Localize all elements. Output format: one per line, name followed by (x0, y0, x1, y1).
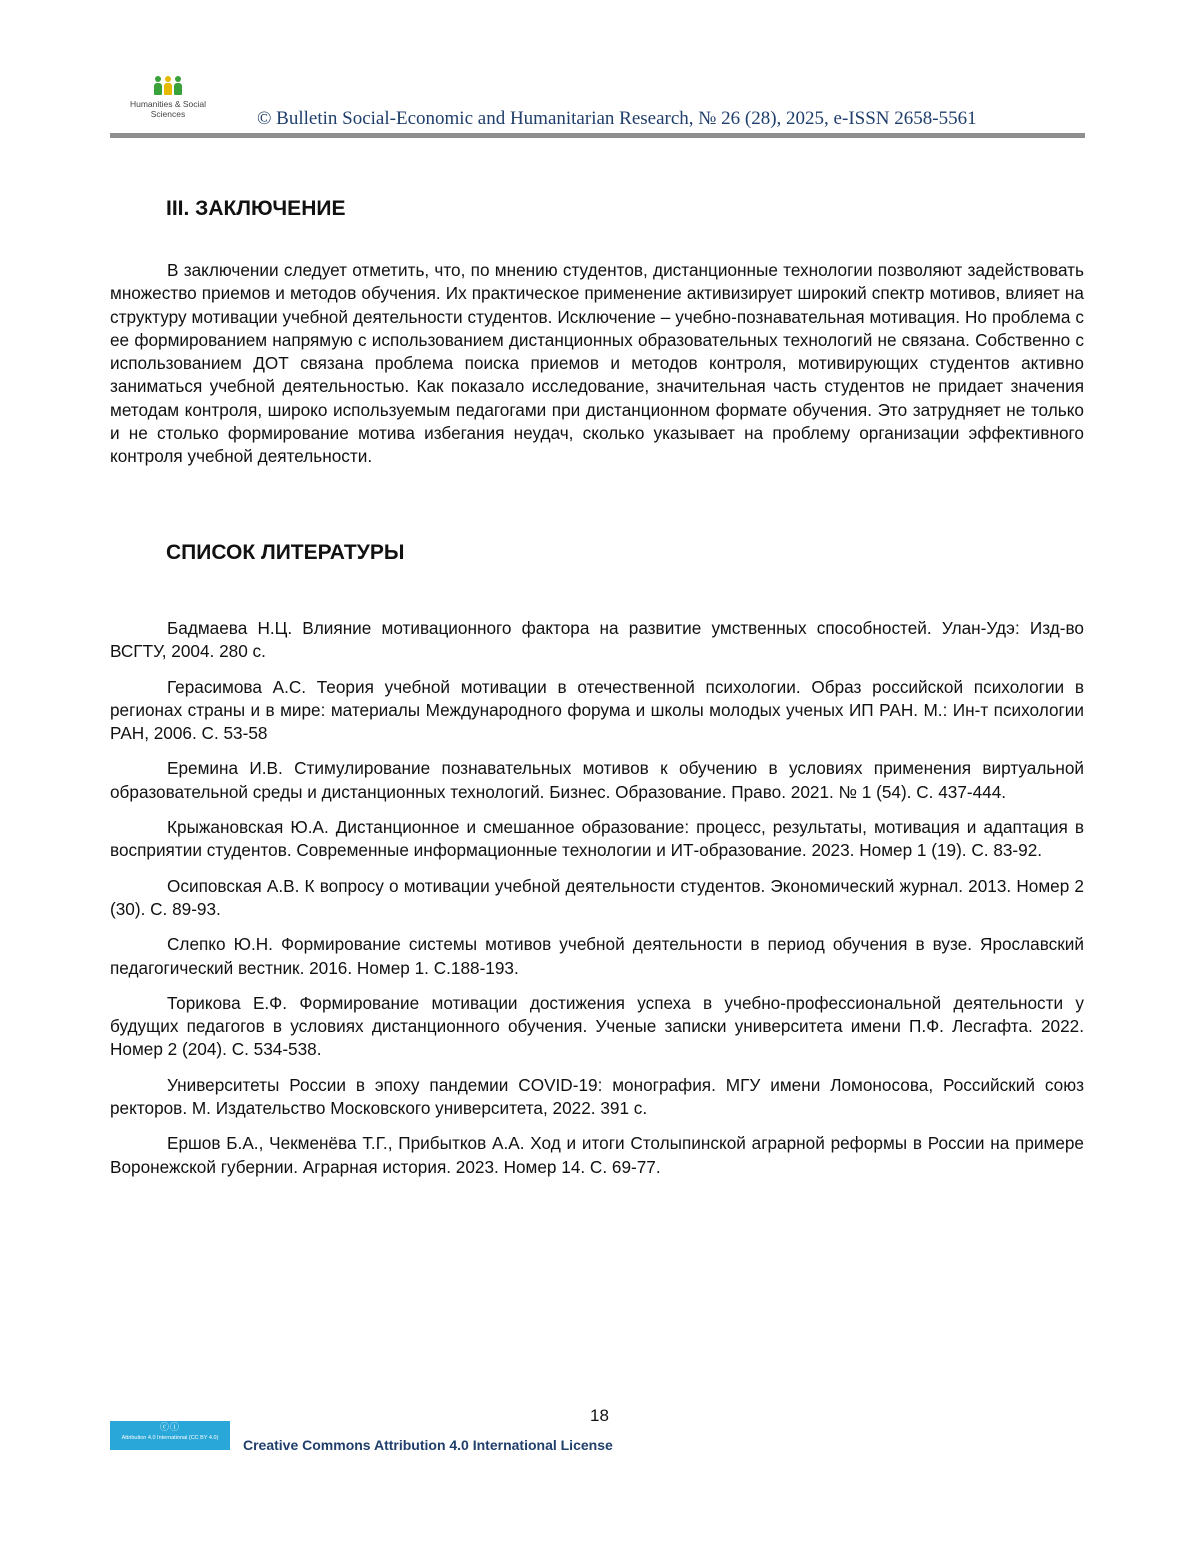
license-text: Creative Commons Attribution 4.0 International License (243, 1437, 613, 1453)
logo-text: Humanities & Social Sciences (129, 99, 207, 119)
reference-item: Слепко Ю.Н. Формирование системы мотивов учебной деятельности в период обучения в вузе. Ярославский педагогический вестник. 2016. Номер 1. С.188-193. (110, 934, 1084, 978)
reference-item: Университеты России в эпоху пандемии COVID-19: монография. МГУ имени Ломоносова, Российский союз ректоров. М. Издательство Московского университета, 2022. 391 с. (110, 1074, 1084, 1119)
conclusion-paragraph: В заключении следует отметить, что, по мнению студентов, дистанционные технологии позволяют задействовать множество приемов и методов обучения. Их практическое применение активизирует широкий спектр мотивов, влияет на структуру мотивации учебной деятельности студентов. Исключение – учебно-познавательная мотивация. Но проблема с ее формированием напрямую с использованием дистанционных образовательных технологий не связана. Собственно с использованием ДОТ связана проблема поиска приемов и методов контроля, мотивирующих студентов активно заниматься учебной деятельностью. Как показало исследование, значительная часть студентов не придает значения методам контроля, широко используемым педагогами при дистанционном формате обучения. Это затрудняет не только и не столько формирование мотива избегания неудач, сколько указывает на проблему организации эффективного контроля учебной деятельности. (110, 260, 1084, 467)
page-number: 18 (590, 1406, 609, 1425)
references-title: СПИСОК ЛИТЕРАТУРЫ (166, 541, 405, 564)
reference-item: Герасимова А.С. Теория учебной мотивации в отечественной психологии. Образ российской психологии в регионах страны и в мире: материалы Международного форума и школы молодых ученых ИП РАН. М.: Ин-т психологии РАН, 2006. С. 53-58 (110, 676, 1084, 744)
reference-item: Крыжановская Ю.А. Дистанционное и смешанное образование: процесс, результаты, мотивация и адаптация в восприятии студентов. Современные информационные технологии и ИТ-образование. 2023. Номер 1 (19). С. 83-92. (110, 817, 1084, 861)
cc-badge-text: Attribution 4.0 International (CC BY 4.0) (121, 1435, 219, 1441)
cc-license-badge[interactable] (110, 1421, 230, 1450)
reference-item: Еремина И.В. Стимулирование познавательных мотивов к обучению в условиях применения виртуальной образовательной среды и дистанционных технологий. Бизнес. Образование. Право. 2021. № 1 (54). С. 437-444. (110, 758, 1084, 802)
references-list (110, 617, 1084, 1191)
reference-item: Торикова Е.Ф. Формирование мотивации достижения успеха в учебно-профессиональной деятельности у будущих педагогов в условиях дистанционного обучения. Ученые записки университета имени П.Ф. Лесгафта. 2022. Номер 2 (204). С. 534-538. (110, 992, 1084, 1060)
journal-logo (118, 76, 218, 119)
reference-item: Бадмаева Н.Ц. Влияние мотивационного фактора на развитие умственных способностей. Улан-Удэ: Изд-во ВСГТУ, 2004. 280 с. (110, 618, 1084, 662)
header-divider (110, 133, 1085, 138)
people-logo-icon (118, 76, 218, 98)
cc-icon: ⓒⓘ (159, 1422, 180, 1432)
reference-item: Ершов Б.А., Чекменёва Т.Г., Прибытков А.А. Ход и итоги Столыпинской аграрной реформы в России на примере Воронежской губернии. Аграрная история. 2023. Номер 14. С. 69-77. (110, 1133, 1084, 1177)
section-title: III. ЗАКЛЮЧЕНИЕ (166, 197, 346, 220)
journal-header: © Bulletin Social-Economic and Humanitarian Research, № 26 (28), 2025, e-ISSN 2658-5561 (257, 108, 977, 129)
reference-item: Осиповская А.В. К вопросу о мотивации учебной деятельности студентов. Экономический журнал. 2013. Номер 2 (30). С. 89-93. (110, 875, 1084, 919)
